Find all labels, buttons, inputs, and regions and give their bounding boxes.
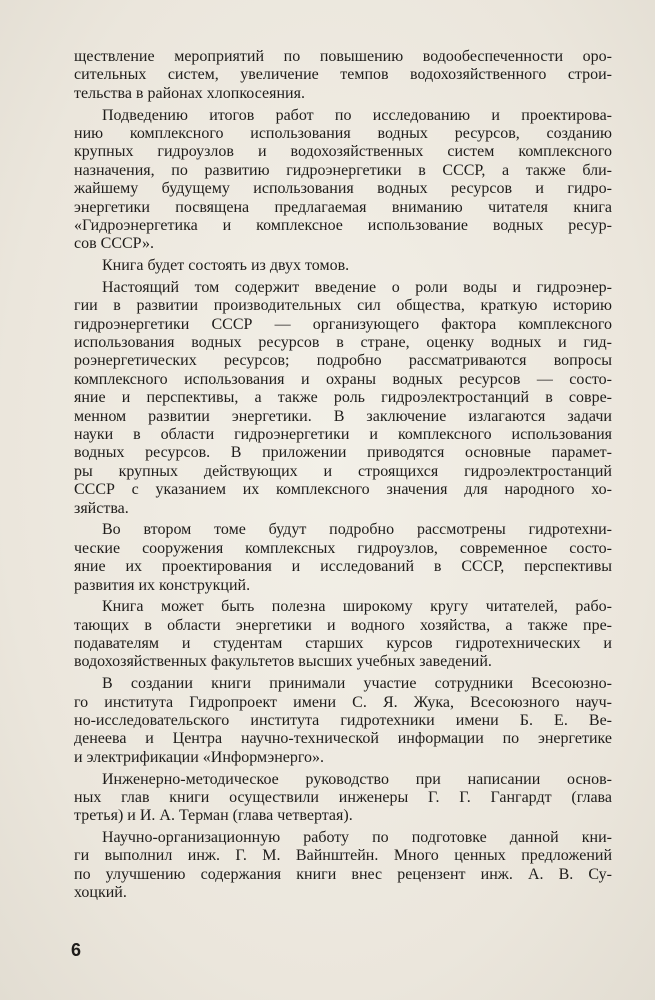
text-line: Книга будет состоять из двух томов. [102, 257, 350, 275]
text-line: ществление мероприятий по повышению водообеспеченности оро- [74, 48, 612, 65]
text-line: ческие сооружения комплексных гидроузлов, современное состо- [74, 539, 612, 557]
text-line: развития их конструкций. [74, 576, 251, 594]
text-line: крупных гидроузлов и водохозяйственных систем комплексного [74, 143, 612, 161]
text-line: Инженерно-методическое руководство при написании основ- [102, 770, 612, 788]
text-line: Книга может быть полезна широкому кругу читателей, рабо- [102, 598, 612, 616]
text-line: гидроэнергетики СССР — организующего фактора комплексного [74, 315, 612, 333]
paragraph [74, 829, 612, 903]
text-line: гии в развитии производительных сил общества, краткую историю [74, 297, 612, 315]
text-line: Настоящий том содержит введение о роли воды и гидроэнер- [102, 278, 612, 296]
paragraph [74, 675, 612, 767]
text-line: яние их проектирования и исследований в СССР, перспективы [74, 558, 612, 576]
text-line: нию комплексного использования водных ресурсов, созданию [74, 124, 612, 142]
paragraph [74, 521, 612, 595]
text-line: СССР с указанием их комплексного значения для народного хо- [74, 481, 612, 499]
paragraph [74, 107, 612, 254]
text-line: ги выполнил инж. Г. М. Вайнштейн. Много ценных предложений [74, 847, 612, 865]
text-line: зяйства. [74, 499, 129, 517]
text-line: ных глав книги осуществили инженеры Г. Г. Гангардт (глава [74, 788, 612, 806]
body-text [74, 48, 612, 906]
text-line: яние и перспективы, а также роль гидроэлектростанций в совре- [74, 389, 612, 407]
text-line: по улучшению содержания книги внес рецензент инж. А. В. Су- [74, 865, 612, 883]
text-line: комплексного использования и охраны водных ресурсов — состо- [74, 370, 612, 388]
text-line: тающих в области энергетики и водного хозяйства, а также пре- [74, 616, 612, 634]
paragraph [74, 598, 612, 672]
text-line: третья) и И. А. Терман (глава четвертая). [74, 807, 353, 825]
text-line: энергетики посвящена предлагаемая вниманию читателя книга [74, 198, 612, 216]
text-line: Подведению итогов работ по исследованию и проектирова- [102, 106, 612, 124]
text-line: подавателям и студентам старших курсов гидротехнических и [74, 635, 612, 653]
text-line: водохозяйственных факультетов высших учебных заведений. [74, 653, 492, 671]
text-line: В создании книги принимали участие сотрудники Всесоюзно- [102, 675, 612, 693]
paragraph [74, 279, 612, 518]
text-line: жайшему будущему использования водных ресурсов и гидро- [74, 180, 612, 198]
text-line: хоцкий. [74, 884, 127, 902]
text-line: ры крупных действующих и строящихся гидроэлектростанций [74, 462, 612, 480]
text-line: роэнергетических ресурсов; подробно рассматриваются вопросы [74, 352, 612, 370]
text-line: «Гидроэнергетика и комплексное использование водных ресур- [74, 216, 612, 234]
text-line: тельства в районах хлопкосеяния. [74, 84, 305, 102]
text-line: менном развитии энергетики. В заключение излагаются задачи [74, 407, 612, 425]
text-line: назначения, по развитию гидроэнергетики в СССР, а также бли- [74, 161, 612, 179]
text-line: водных ресурсов. В приложении приводятся основные парамет- [74, 444, 612, 462]
text-line: Во втором томе будут подробно рассмотрены гидротехни- [102, 521, 612, 539]
text-line: и электрификации «Информэнерго». [74, 748, 325, 766]
paragraph [74, 48, 612, 103]
paragraph [74, 771, 612, 826]
text-line: но-исследовательского института гидротехники имени Б. Е. Ве- [74, 712, 612, 729]
text-line: го института Гидропроект имени С. Я. Жука, Всесоюзного науч- [74, 693, 612, 711]
page-number: 6 [71, 940, 82, 960]
text-line: Научно-организационную работу по подготовке данной кни- [102, 829, 612, 847]
text-line: денеева и Центра научно-технической информации по энергетике [74, 730, 612, 748]
text-line: науки в области гидроэнергетики и комплексного использования [74, 426, 612, 444]
text-line: сительных систем, увеличение темпов водохозяйственного строи- [74, 66, 612, 84]
paragraph [74, 257, 612, 275]
text-line: сов СССР». [74, 235, 154, 253]
text-line: использования водных ресурсов в стране, оценку водных и гид- [74, 333, 612, 351]
